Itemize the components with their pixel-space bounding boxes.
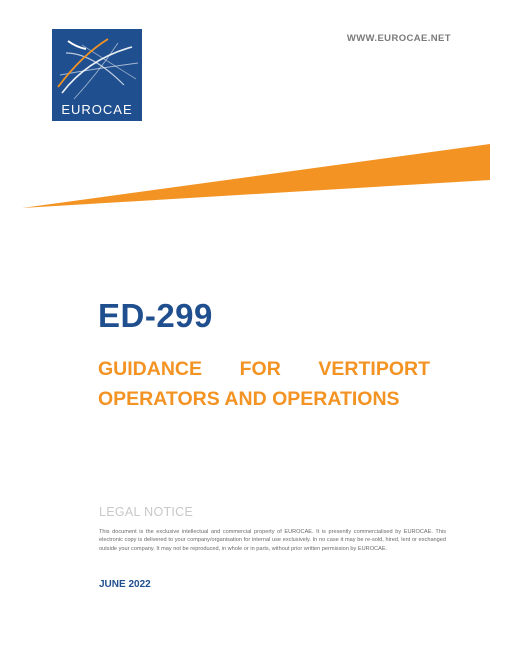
publication-date: JUNE 2022 <box>99 579 151 590</box>
legal-notice-text: This document is the exclusive intellectual and commercial property of EUROCAE. It is presently commercialised by EUROCAE. This electronic copy is delivered to your company/organisation for internal use exclusively. In no case it may be re-sold, hired, lent or exchanged outside your company. It may not be reproduced, in whole or in parts, without prior written permission by EUROCAE. <box>99 529 446 552</box>
document-title-line-1 <box>98 354 430 384</box>
document-title <box>98 354 430 414</box>
title-word: VERTIPORT <box>318 358 430 380</box>
title-word: GUIDANCE <box>98 358 203 380</box>
logo-text: EUROCAE <box>61 102 133 117</box>
legal-notice-heading: LEGAL NOTICE <box>99 505 194 519</box>
document-number: ED-299 <box>98 297 213 334</box>
website-link[interactable]: WWW.EUROCAE.NET <box>346 33 451 44</box>
document-title-line-2: OPERATORS AND OPERATIONS <box>98 388 400 410</box>
title-word: FOR <box>239 358 281 380</box>
